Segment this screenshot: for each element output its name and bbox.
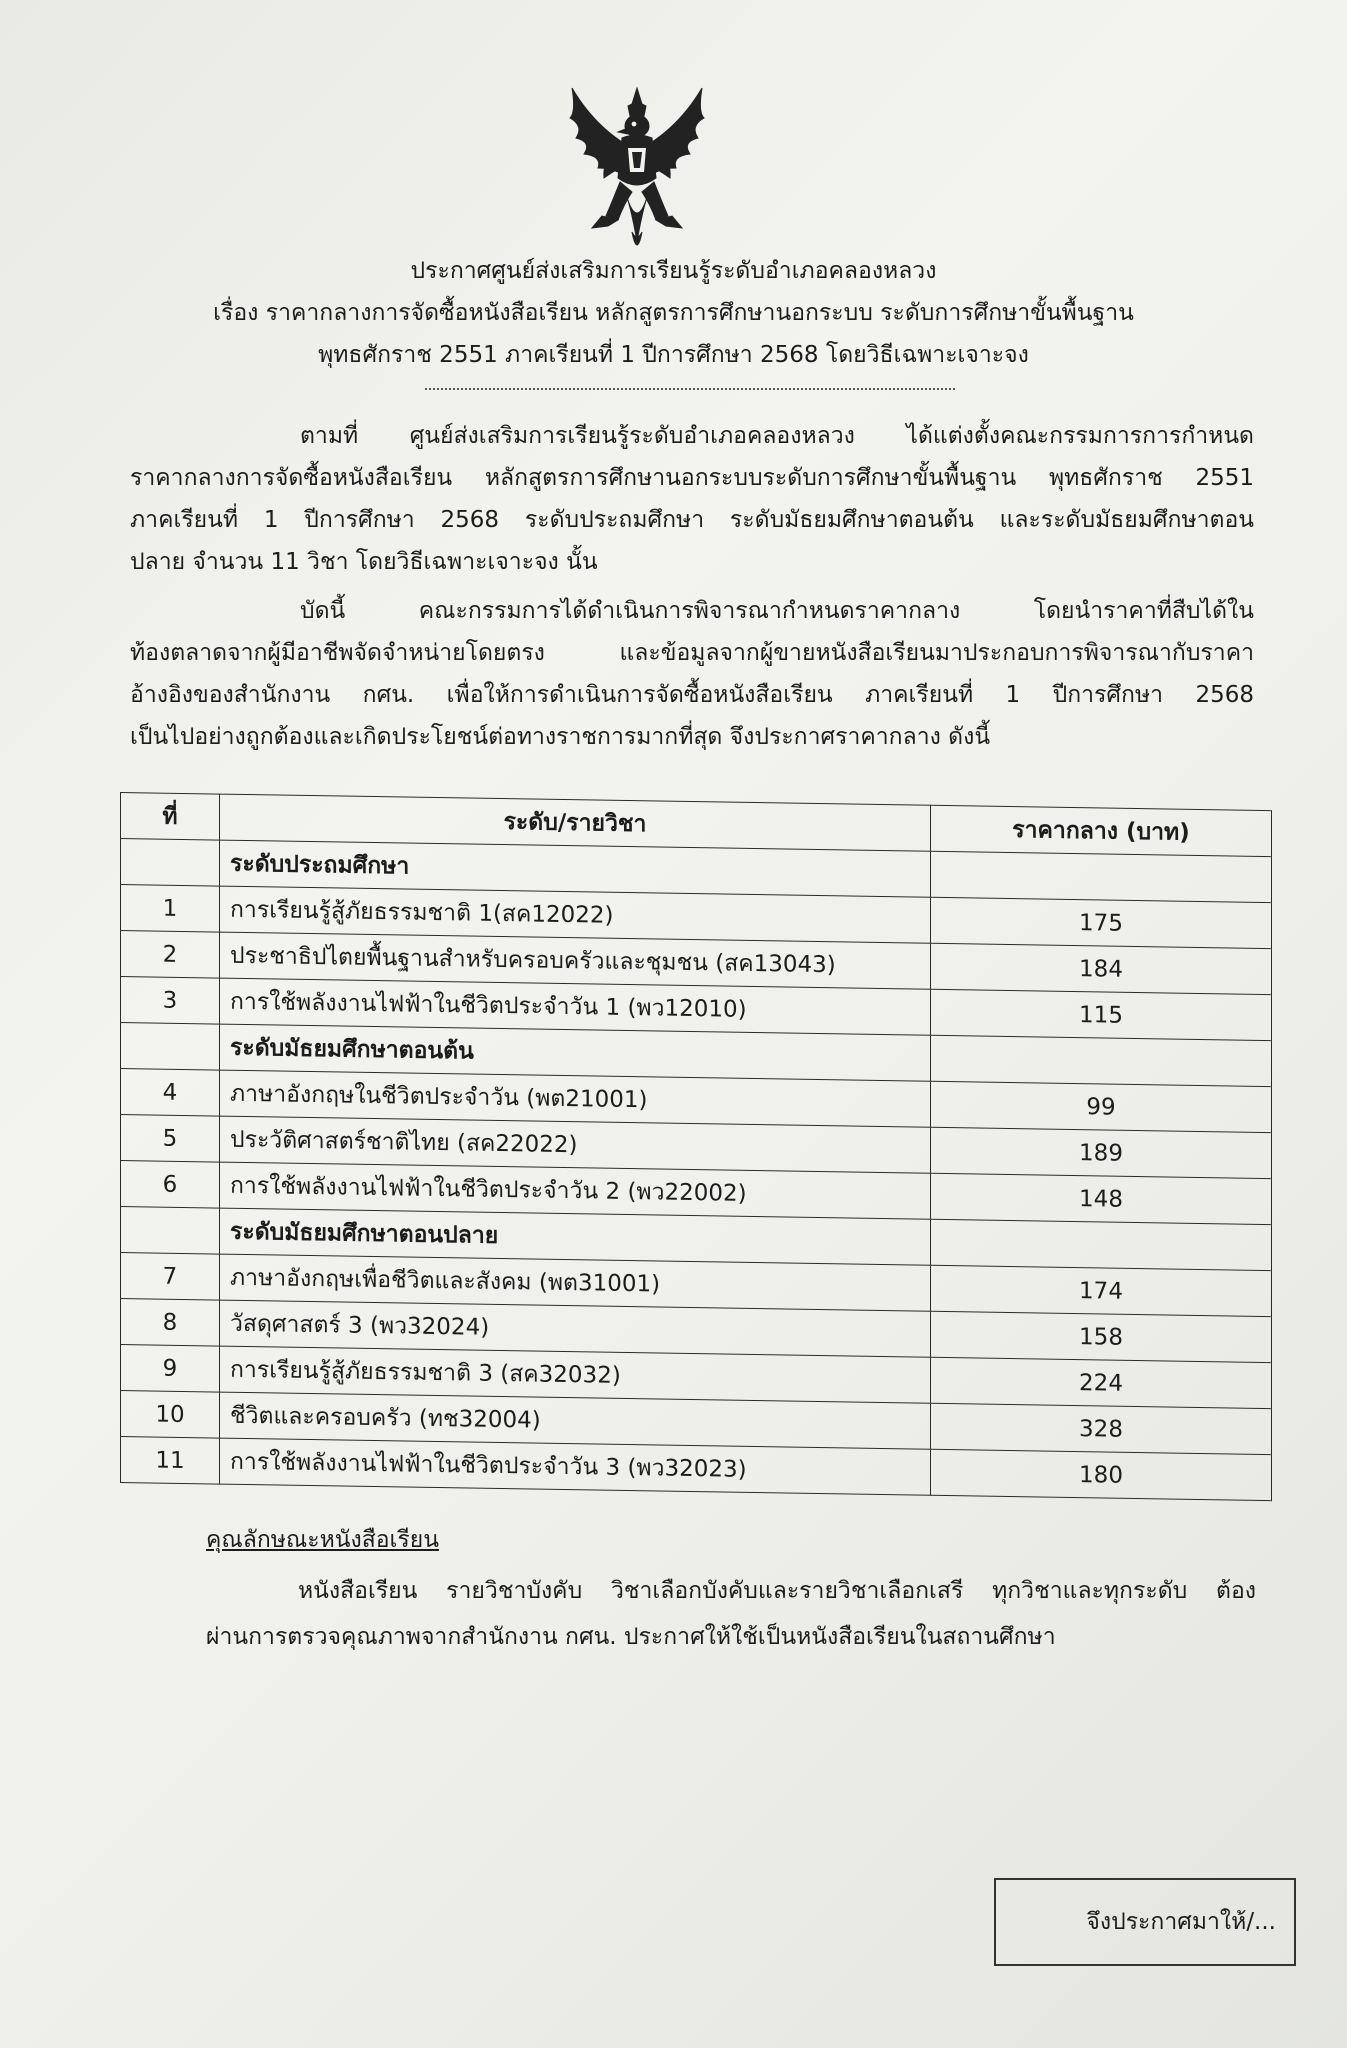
- row-price: 115: [931, 989, 1272, 1040]
- announcement-heading: [0, 250, 1347, 376]
- row-subject: ประชาธิปไตยพื้นฐานสำหรับครอบครัวและชุมชน (สค13043): [220, 932, 931, 989]
- heading-year: พุทธศักราช 2551 ภาคเรียนที่ 1 ปีการศึกษา 2568 โดยวิธีเฉพาะเจาะจง: [318, 342, 1029, 368]
- row-subject: ประวัติศาสตร์ชาติไทย (สค22022): [220, 1116, 931, 1173]
- header-no: ที่: [121, 793, 220, 841]
- para1-line1: ตามที่ ศูนย์ส่งเสริมการเรียนรู้ระดับอำเภอคลองหลวง ได้แต่งตั้งคณะกรรมการการกำหนด: [300, 423, 1254, 449]
- header-price: ราคากลาง (บาท): [931, 805, 1272, 856]
- row-price: 174: [931, 1265, 1272, 1316]
- level-name: ระดับมัธยมศึกษาตอนปลาย: [220, 1208, 931, 1265]
- row-price: 189: [931, 1127, 1272, 1178]
- row-no: 5: [121, 1115, 220, 1163]
- quality-line1: หนังสือเรียน รายวิชาบังคับ วิชาเลือกบังคับและรายวิชาเลือกเสรี ทุกวิชาและทุกระดับ ต้อง: [298, 1578, 1256, 1604]
- header-subject: ระดับ/รายวิชา: [220, 794, 931, 851]
- row-no: 4: [121, 1069, 220, 1117]
- row-no: 3: [121, 977, 220, 1025]
- row-price: 180: [931, 1449, 1272, 1500]
- continuation-text: จึงประกาศมาให้/...: [1086, 1909, 1276, 1935]
- row-no: 2: [121, 931, 220, 979]
- dotted-divider: [425, 388, 955, 390]
- heading-subject: เรื่อง ราคากลางการจัดซื้อหนังสือเรียน หลักสูตรการศึกษานอกระบบ ระดับการศึกษาขั้นพื้นฐาน: [213, 300, 1134, 326]
- row-no: 9: [121, 1345, 220, 1393]
- para1-line3: ภาคเรียนที่ 1 ปีการศึกษา 2568 ระดับประถมศึกษา ระดับมัธยมศึกษาตอนต้น และระดับมัธยมศึกษาตอน: [130, 507, 1254, 533]
- row-subject: การใช้พลังงานไฟฟ้าในชีวิตประจำวัน 3 (พว32023): [220, 1438, 931, 1495]
- row-subject: วัสดุศาสตร์ 3 (พว32024): [220, 1300, 931, 1357]
- para1-line2: ราคากลางการจัดซื้อหนังสือเรียน หลักสูตรการศึกษานอกระบบระดับการศึกษาขั้นพื้นฐาน พุทธศักราช 2551: [130, 465, 1254, 491]
- para2-line3: อ้างอิงของสำนักงาน กศน. เพื่อให้การดำเนินการจัดซื้อหนังสือเรียน ภาคเรียนที่ 1 ปีการศึกษา 2568: [130, 682, 1254, 708]
- paragraph-background: [130, 415, 1254, 583]
- row-subject: การใช้พลังงานไฟฟ้าในชีวิตประจำวัน 2 (พว22002): [220, 1162, 931, 1219]
- row-no: 11: [121, 1437, 220, 1485]
- row-no: 8: [121, 1299, 220, 1347]
- quality-line2: ผ่านการตรวจคุณภาพจากสำนักงาน กศน. ประกาศให้ใช้เป็นหนังสือเรียนในสถานศึกษา: [206, 1624, 1056, 1650]
- row-price: 184: [931, 943, 1272, 994]
- row-no: 10: [121, 1391, 220, 1439]
- continuation-box: [994, 1878, 1296, 1966]
- garuda-emblem-icon: [562, 82, 712, 260]
- price-table: [120, 792, 1272, 1501]
- para1-line4: ปลาย จำนวน 11 วิชา โดยวิธีเฉพาะเจาะจง นั้น: [130, 549, 598, 575]
- quality-section-text: [206, 1568, 1256, 1660]
- para2-line4: เป็นไปอย่างถูกต้องและเกิดประโยชน์ต่อทางราชการมากที่สุด จึงประกาศราคากลาง ดังนี้: [130, 724, 991, 750]
- level-name: ระดับประถมศึกษา: [220, 840, 931, 897]
- row-subject: การเรียนรู้สู้ภัยธรรมชาติ 1(สค12022): [220, 886, 931, 943]
- paragraph-decision: [130, 590, 1254, 758]
- row-subject: ชีวิตและครอบครัว (ทช32004): [220, 1392, 931, 1449]
- heading-title: ประกาศศูนย์ส่งเสริมการเรียนรู้ระดับอำเภอคลองหลวง: [410, 258, 937, 284]
- row-subject: การใช้พลังงานไฟฟ้าในชีวิตประจำวัน 1 (พว12010): [220, 978, 931, 1035]
- row-price: 328: [931, 1403, 1272, 1454]
- row-subject: การเรียนรู้สู้ภัยธรรมชาติ 3 (สค32032): [220, 1346, 931, 1403]
- row-subject: ภาษาอังกฤษเพื่อชีวิตและสังคม (พต31001): [220, 1254, 931, 1311]
- para2-line1: บัดนี้ คณะกรรมการได้ดำเนินการพิจารณากำหนดราคากลาง โดยนำราคาที่สืบได้ใน: [300, 598, 1254, 624]
- row-subject: ภาษาอังกฤษในชีวิตประจำวัน (พต21001): [220, 1070, 931, 1127]
- row-price: 175: [931, 897, 1272, 948]
- row-price: 224: [931, 1357, 1272, 1408]
- row-price: 99: [931, 1081, 1272, 1132]
- level-name: ระดับมัธยมศึกษาตอนต้น: [220, 1024, 931, 1081]
- row-no: 7: [121, 1253, 220, 1301]
- row-price: 158: [931, 1311, 1272, 1362]
- row-no: 1: [121, 885, 220, 933]
- para2-line2: ท้องตลาดจากผู้มีอาชีพจัดจำหน่ายโดยตรง และข้อมูลจากผู้ขายหนังสือเรียนมาประกอบการพิจารณากับราคา: [130, 640, 1254, 666]
- price-table-container: [120, 792, 1272, 1501]
- quality-section-title: คุณลักษณะหนังสือเรียน: [206, 1527, 439, 1553]
- row-price: 148: [931, 1173, 1272, 1224]
- row-no: 6: [121, 1161, 220, 1209]
